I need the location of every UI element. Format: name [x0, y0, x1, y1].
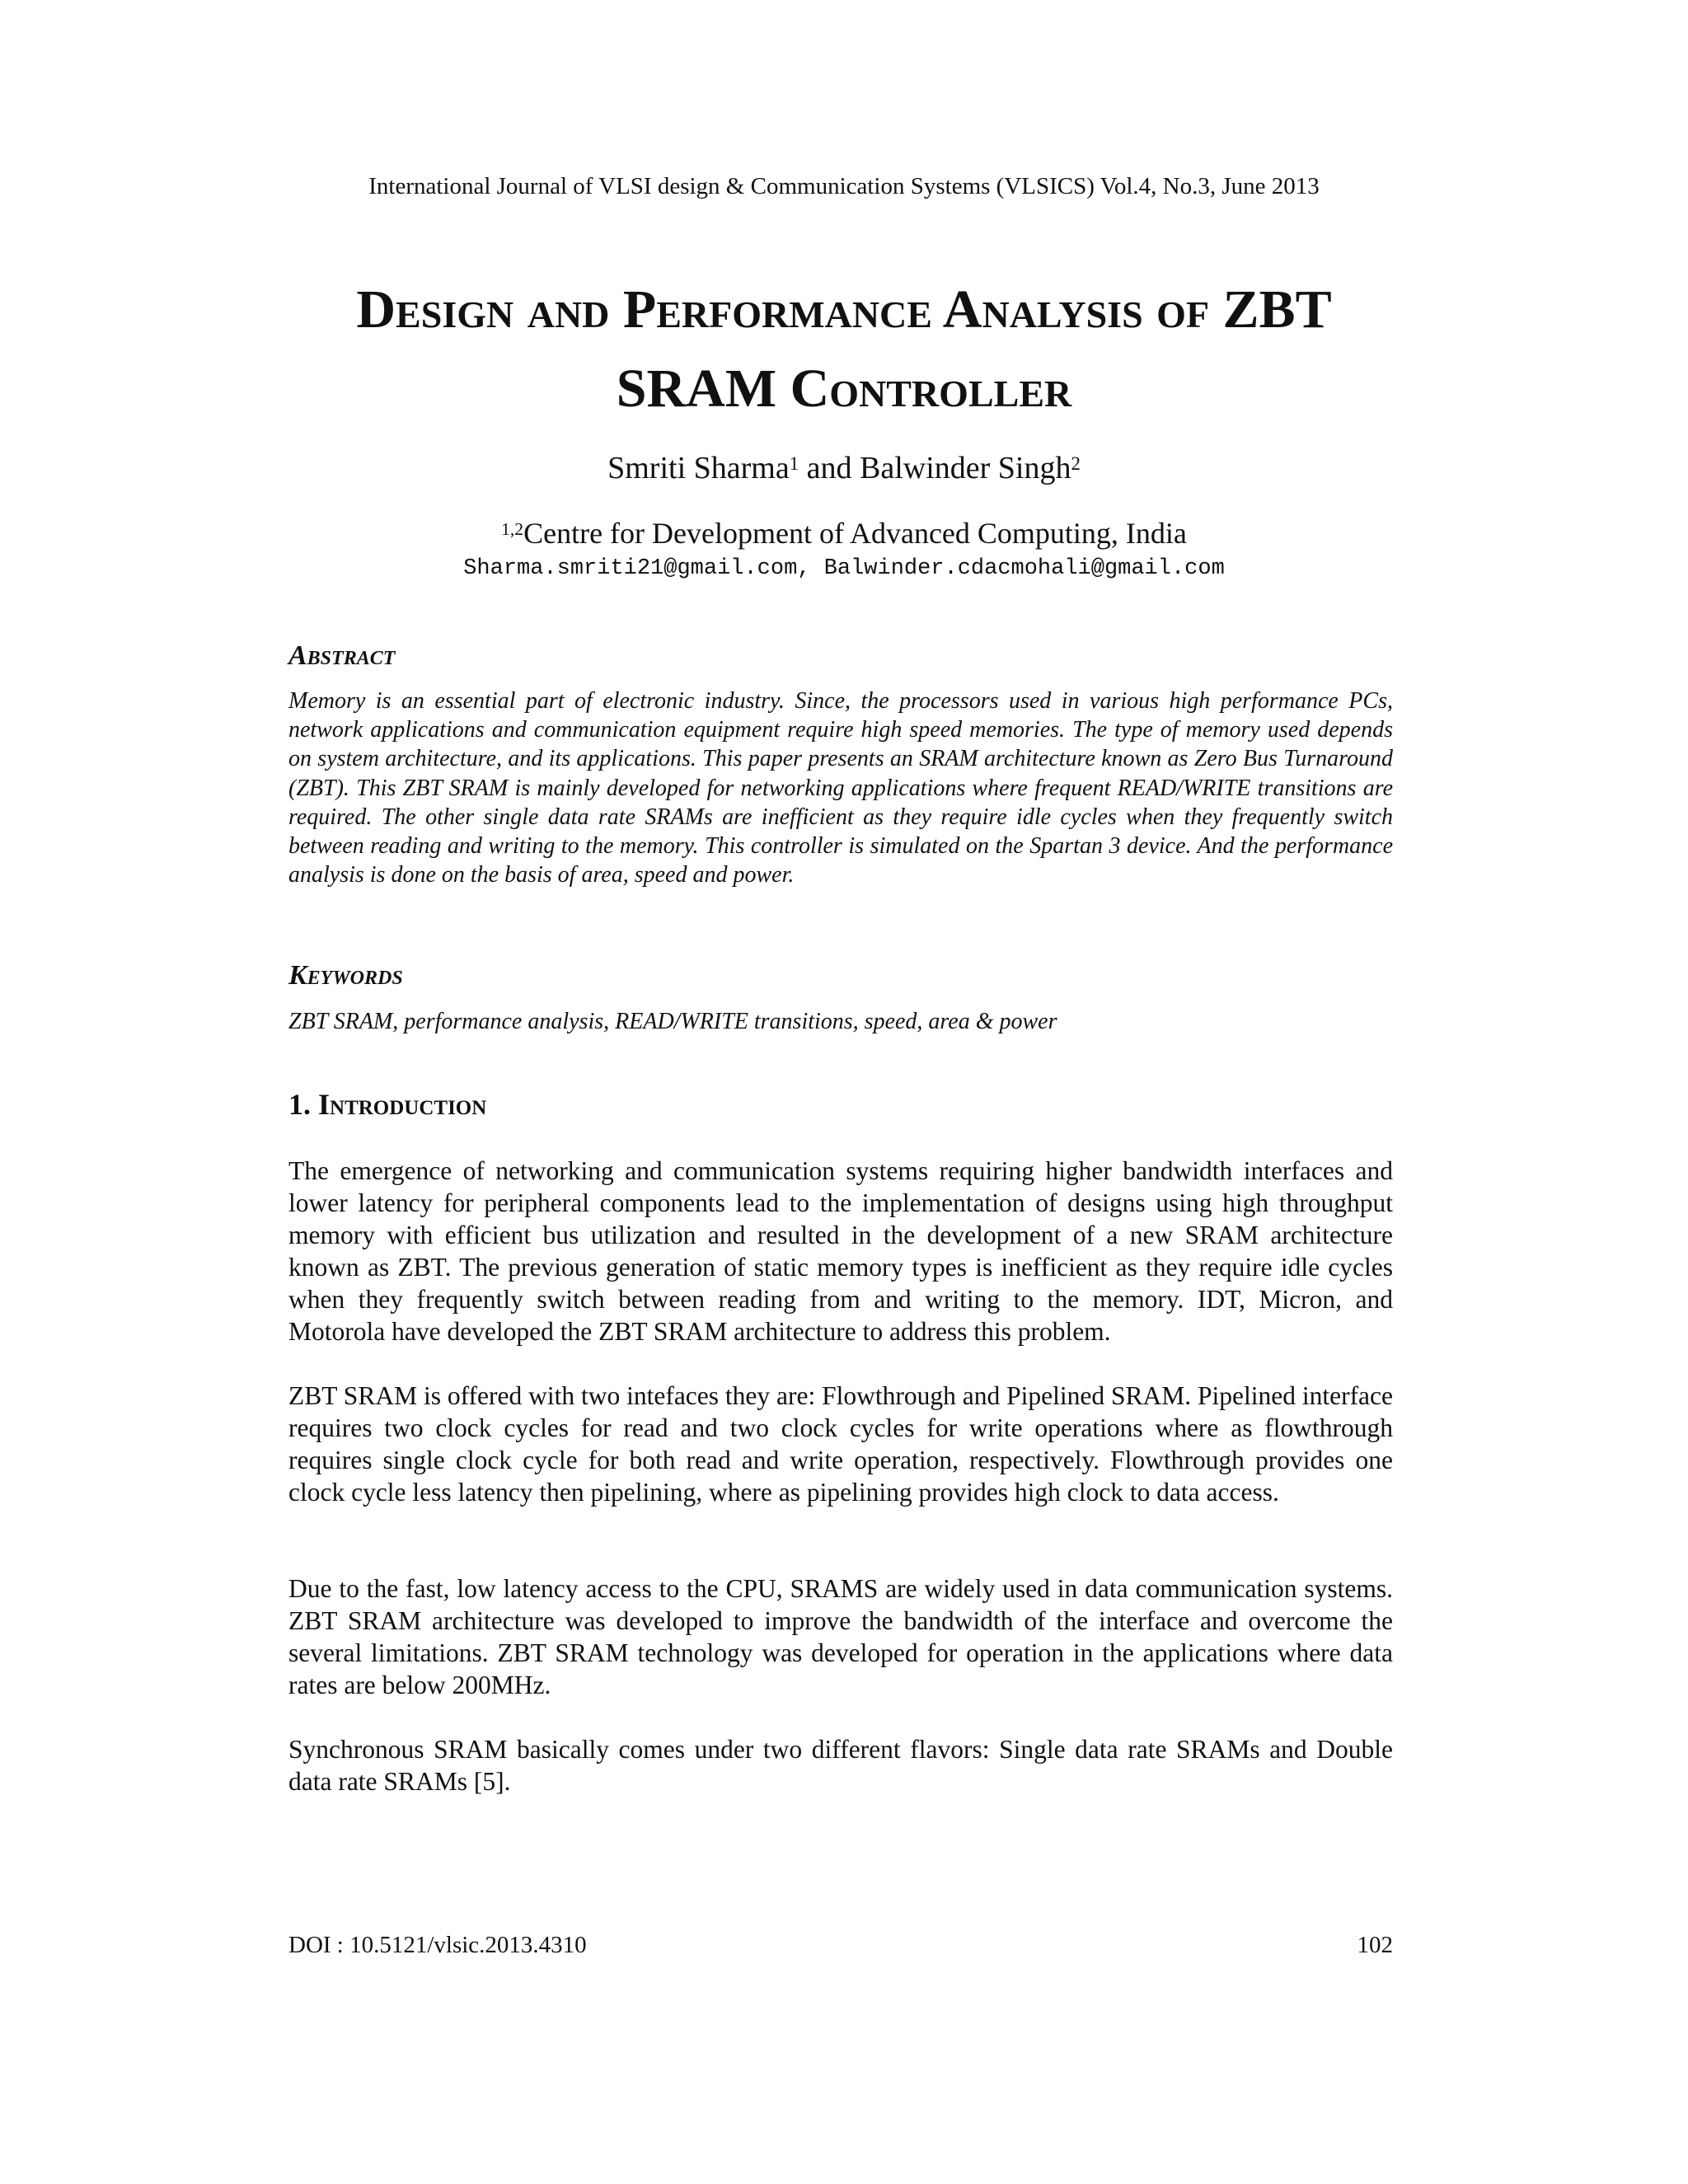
page-number: 102 [1357, 1932, 1393, 1958]
intro-paragraph-1: The emergence of networking and communication systems requiring higher bandwidth interfaces and lower latency for peripheral components lead to the implementation of designs using high throughput memory with efficient bus utilization and resulted in the development of a new SRAM architecture known as ZBT. The previous generation of static memory types is inefficient as they require idle cycles when they frequently switch between reading from and writing to the memory. IDT, Micron, and Motorola have developed the ZBT SRAM architecture to address this problem. [288, 1156, 1393, 1346]
author-emails: Sharma.smriti21@gmail.com, Balwinder.cdacmohali@gmail.com [463, 556, 1225, 581]
author-line [0, 445, 1688, 491]
doi-footer: DOI : 10.5121/vlsic.2013.4310 [288, 1932, 587, 1958]
author-1-superscript: 1 [789, 452, 799, 474]
title-line-1: Design and Performance Analysis of ZBT [356, 279, 1332, 340]
keywords-text: ZBT SRAM, performance analysis, READ/WRITE transitions, speed, area & power [288, 1009, 1057, 1034]
author-2-superscript: 2 [1071, 452, 1081, 474]
intro-paragraph-2: ZBT SRAM is offered with two intefaces they are: Flowthrough and Pipelined SRAM. Pipelined interface requires two clock cycles for read and two clock cycles for write operations where as flowthrough requires single clock cycle for both read and write operation, respectively. Flowthrough provides one clock cycle less latency then pipelining, where as pipelining provides high clock to data access. [288, 1381, 1393, 1507]
keywords-heading: Keywords [288, 960, 403, 991]
introduction-heading: 1. Introduction [288, 1088, 487, 1121]
abstract-text: Memory is an essential part of electronic industry. Since, the processors used in various high performance PCs, network applications and communication equipment require high speed memories. The type of memory used depends on system architecture, and its applications. This paper presents an SRAM architecture known as Zero Bus Turnaround (ZBT). This ZBT SRAM is mainly developed for networking applications where frequent READ/WRITE transitions are required. The other single data rate SRAMs are inefficient as they require idle cycles when they frequently switch between reading and writing to the memory. This controller is simulated on the Spartan 3 device. And the performance analysis is done on the basis of area, speed and power. [288, 688, 1393, 888]
author-joiner: and [799, 451, 860, 485]
affiliation-superscript: 1,2 [501, 519, 524, 540]
title-line-2: SRAM Controller [616, 359, 1072, 419]
author-name-2: Balwinder Singh [860, 451, 1071, 485]
journal-header: International Journal of VLSI design & Communication Systems (VLSICS) Vol.4, No.3, June 2013 [368, 173, 1320, 199]
intro-paragraph-4: Synchronous SRAM basically comes under two different flavors: Single data rate SRAMs and Double data rate SRAMs [5]. [288, 1735, 1393, 1796]
paper-title [247, 270, 1441, 429]
author-name-1: Smriti Sharma [607, 451, 790, 485]
intro-paragraph-3: Due to the fast, low latency access to the CPU, SRAMS are widely used in data communication systems. ZBT SRAM architecture was developed to improve the bandwidth of the interface and overcome the several limitations. ZBT SRAM technology was developed for operation in the applications where data rates are below 200MHz. [288, 1574, 1393, 1699]
affiliation [0, 511, 1688, 555]
abstract-heading: Abstract [288, 640, 396, 671]
affiliation-text: Centre for Development of Advanced Computing, India [523, 517, 1187, 550]
